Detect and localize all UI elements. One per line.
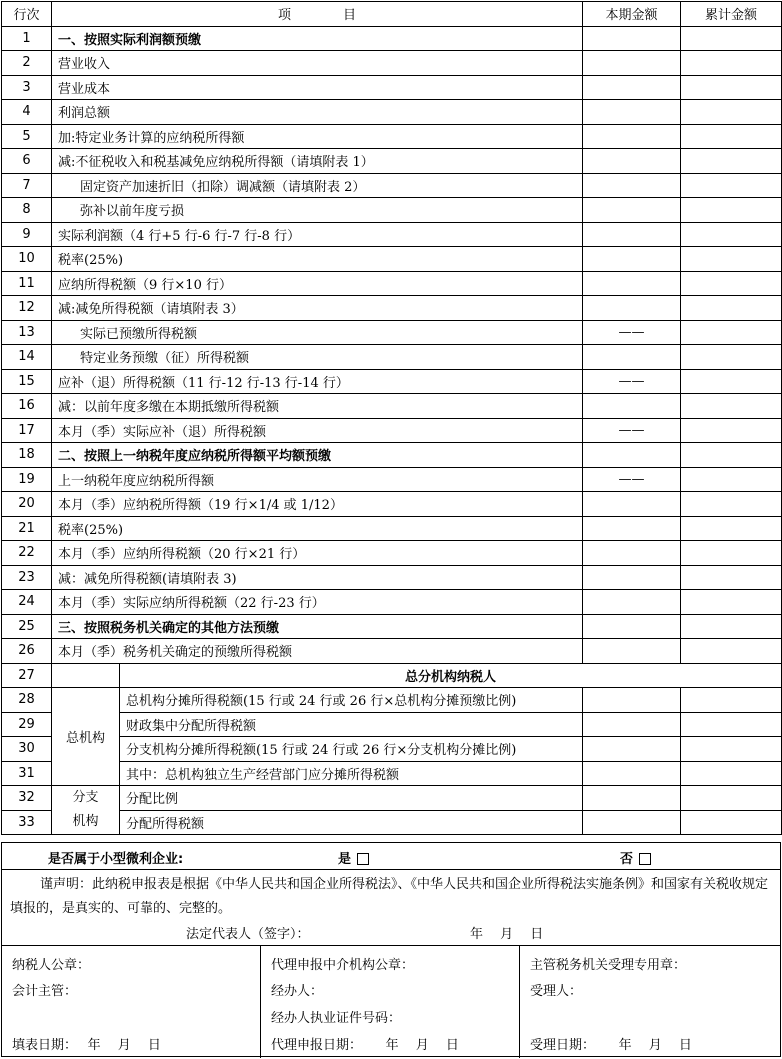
no-label: 否 [620,852,634,867]
current-amount-cell[interactable] [583,761,681,786]
current-amount-cell[interactable]: —— [583,467,681,492]
accountant-label: 会计主管： [12,984,78,999]
item-label: 减：以前年度多缴在本期抵缴所得税额 [52,394,583,419]
tax-office-column [520,946,780,1058]
item-label: 本月（季）实际应纳所得税额（22 行-23 行） [52,590,583,615]
current-amount-cell[interactable] [583,712,681,737]
item-label: 利润总额 [52,100,583,125]
row-number: 9 [2,222,52,247]
row-number: 28 [2,688,52,713]
cumulative-amount-cell[interactable] [681,516,782,541]
row-number: 30 [2,737,52,762]
handler-cert-label: 经办人执业证件号码： [271,1011,402,1026]
table-row [2,394,782,419]
seal-section [2,945,780,1058]
current-amount-cell[interactable] [583,173,681,198]
taxpayer-column [2,946,261,1058]
row-number: 32 [2,786,52,811]
legal-rep-date: 年 月 日 [470,927,544,942]
cumulative-amount-cell[interactable] [681,198,782,223]
cumulative-amount-cell[interactable] [681,712,782,737]
current-amount-cell[interactable]: —— [583,418,681,443]
current-amount-cell[interactable] [583,590,681,615]
header-cumulative-amount: 累计金额 [681,2,782,27]
cumulative-amount-cell[interactable] [681,296,782,321]
small-business-question [2,843,780,870]
item-label: 总机构分摊所得税额(15 行或 24 行或 26 行×总机构分摊预缴比例) [120,688,583,713]
cumulative-amount-cell[interactable] [681,149,782,174]
current-amount-cell[interactable] [583,639,681,664]
row-number: 19 [2,467,52,492]
table-row [2,418,782,443]
row-number: 18 [2,443,52,468]
row-number: 13 [2,320,52,345]
item-label: 本月（季）税务机关确定的预缴所得税额 [52,639,583,664]
row-number: 20 [2,492,52,517]
table-row [2,663,782,688]
cumulative-amount-cell[interactable] [681,26,782,51]
current-amount-cell[interactable] [583,100,681,125]
row-number: 17 [2,418,52,443]
current-amount-cell[interactable] [583,124,681,149]
section-title: 总分机构纳税人 [120,663,782,688]
current-amount-cell[interactable] [583,516,681,541]
row-number: 8 [2,198,52,223]
row-number: 15 [2,369,52,394]
item-label: 本月（季）实际应补（退）所得税额 [52,418,583,443]
cumulative-amount-cell[interactable] [681,369,782,394]
legal-rep-label: 法定代表人（签字）： [186,927,310,942]
current-amount-cell[interactable] [583,565,681,590]
row-number: 23 [2,565,52,590]
cumulative-amount-cell[interactable] [681,565,782,590]
form-footer [1,842,781,1057]
row-number: 22 [2,541,52,566]
current-amount-cell[interactable] [583,198,681,223]
current-amount-cell[interactable] [583,492,681,517]
fill-date-label: 填表日期： 年 月 日 [12,1038,161,1053]
table-row [2,345,782,370]
group-head-office: 总机构 [52,688,120,786]
table-row [2,271,782,296]
row-number: 12 [2,296,52,321]
item-label: 加:特定业务计算的应纳税所得额 [52,124,583,149]
cumulative-amount-cell[interactable] [681,639,782,664]
current-amount-cell[interactable] [583,688,681,713]
item-label: 本月（季）应纳税所得额（19 行×1/4 或 1/12） [52,492,583,517]
current-amount-cell[interactable]: —— [583,320,681,345]
row-number: 33 [2,810,52,835]
row-number: 25 [2,614,52,639]
agent-seal-label: 代理申报中介机构公章： [271,958,415,973]
current-amount-cell[interactable] [583,222,681,247]
current-amount-cell[interactable] [583,737,681,762]
table-row [2,590,782,615]
table-row [2,100,782,125]
item-label: 应纳所得税额（9 行×10 行） [52,271,583,296]
row-number: 31 [2,761,52,786]
row-number: 3 [2,75,52,100]
row-number: 29 [2,712,52,737]
table-row [2,614,782,639]
current-amount-cell[interactable] [583,75,681,100]
tax-table [1,1,782,835]
header-item: 项 目 [52,2,583,27]
item-label: 应补（退）所得税额（11 行-12 行-13 行-14 行） [52,369,583,394]
cumulative-amount-cell[interactable] [681,124,782,149]
header-row-no: 行次 [2,2,52,27]
small-biz-label: 是否属于小型微利企业: [48,852,184,867]
row-number: 10 [2,247,52,272]
tax-return-form [1,1,781,1057]
item-label: 税率(25%) [52,247,583,272]
row-number: 16 [2,394,52,419]
cumulative-amount-cell[interactable] [681,320,782,345]
table-row [2,443,782,468]
group-branch [52,786,120,835]
small-biz-no[interactable] [620,848,633,867]
cumulative-amount-cell[interactable] [681,541,782,566]
item-label: 一、按照实际利润额预缴 [52,26,583,51]
row-number: 21 [2,516,52,541]
cumulative-amount-cell[interactable] [681,737,782,762]
cumulative-amount-cell[interactable] [681,271,782,296]
row-spacer [52,663,120,688]
cumulative-amount-cell[interactable] [681,590,782,615]
cumulative-amount-cell[interactable] [681,173,782,198]
item-label: 二、按照上一纳税年度应纳税所得额平均额预缴 [52,443,583,468]
current-amount-cell[interactable] [583,614,681,639]
receiver-label: 受理人： [530,984,583,999]
small-biz-yes[interactable] [338,848,351,867]
item-label: 三、按照税务机关确定的其他方法预缴 [52,614,583,639]
declaration-text: 谨声明：此纳税申报表是根据《中华人民共和国企业所得税法》、《中华人民共和国企业所得税法实施条例》和国家有关税收规定填报的，是真实的、可靠的、完整的。 [10,877,769,916]
item-label: 实际已预缴所得税额 [52,320,583,345]
receive-date-label: 受理日期： 年 月 日 [530,1038,692,1053]
row-number: 24 [2,590,52,615]
current-amount-cell[interactable] [583,26,681,51]
cumulative-amount-cell[interactable] [681,100,782,125]
cumulative-amount-cell[interactable] [681,51,782,76]
row-number: 4 [2,100,52,125]
cumulative-amount-cell[interactable] [681,614,782,639]
table-row [2,565,782,590]
cumulative-amount-cell[interactable] [681,394,782,419]
cumulative-amount-cell[interactable] [681,492,782,517]
current-amount-cell[interactable] [583,394,681,419]
table-row [2,369,782,394]
yes-label: 是 [338,852,352,867]
row-number: 1 [2,26,52,51]
table-row [2,296,782,321]
item-label: 其中：总机构独立生产经营部门应分摊所得税额 [120,761,583,786]
handler-label: 经办人： [271,984,324,999]
branch-line2: 机构 [72,814,99,829]
item-label: 营业成本 [52,75,583,100]
tax-office-seal-label: 主管税务机关受理专用章： [530,958,687,973]
table-row [2,222,782,247]
current-amount-cell[interactable] [583,541,681,566]
cumulative-amount-cell[interactable] [681,786,782,811]
no-checkbox[interactable] [639,853,651,865]
current-amount-cell[interactable] [583,271,681,296]
row-number: 26 [2,639,52,664]
cumulative-amount-cell[interactable] [681,443,782,468]
item-label: 税率(25%) [52,516,583,541]
table-row [2,688,782,713]
table-row [2,51,782,76]
item-label: 本月（季）应纳所得税额（20 行×21 行） [52,541,583,566]
branch-line1: 分支 [72,790,99,805]
table-row [2,320,782,345]
cumulative-amount-cell[interactable] [681,688,782,713]
item-label: 分配比例 [120,786,583,811]
cumulative-amount-cell[interactable] [681,345,782,370]
current-amount-cell[interactable] [583,296,681,321]
item-label: 减:减免所得税额（请填附表 3） [52,296,583,321]
table-row [2,75,782,100]
table-row [2,247,782,272]
table-row [2,149,782,174]
taxpayer-seal-label: 纳税人公章： [12,958,91,973]
cumulative-amount-cell[interactable] [681,75,782,100]
table-row [2,516,782,541]
row-number: 14 [2,345,52,370]
row-number: 5 [2,124,52,149]
table-row [2,541,782,566]
item-label: 营业收入 [52,51,583,76]
table-row [2,124,782,149]
current-amount-cell[interactable] [583,786,681,811]
cumulative-amount-cell[interactable] [681,810,782,835]
table-row [2,492,782,517]
row-number: 27 [2,663,52,688]
item-label: 固定资产加速折旧（扣除）调减额（请填附表 2） [52,173,583,198]
table-header-row [2,2,782,27]
agent-date-label: 代理申报日期： 年 月 日 [271,1038,459,1053]
current-amount-cell[interactable] [583,810,681,835]
item-label: 分配所得税额 [120,810,583,835]
item-label: 分支机构分摊所得税额(15 行或 24 行或 26 行×分支机构分摊比例) [120,737,583,762]
row-number: 6 [2,149,52,174]
header-current-amount: 本期金额 [583,2,681,27]
row-number: 2 [2,51,52,76]
current-amount-cell[interactable]: —— [583,369,681,394]
table-row [2,786,782,811]
item-label: 上一纳税年度应纳税所得额 [52,467,583,492]
item-label: 减：减免所得税额(请填附表 3) [52,565,583,590]
cumulative-amount-cell[interactable] [681,247,782,272]
cumulative-amount-cell[interactable] [681,418,782,443]
current-amount-cell[interactable] [583,51,681,76]
item-label: 特定业务预缴（征）所得税额 [52,345,583,370]
current-amount-cell[interactable] [583,345,681,370]
cumulative-amount-cell[interactable] [681,222,782,247]
table-row [2,467,782,492]
current-amount-cell[interactable] [583,149,681,174]
item-label: 实际利润额（4 行+5 行-6 行-7 行-8 行） [52,222,583,247]
cumulative-amount-cell[interactable] [681,761,782,786]
cumulative-amount-cell[interactable] [681,467,782,492]
row-number: 7 [2,173,52,198]
table-row [2,173,782,198]
table-row [2,639,782,664]
item-label: 减:不征税收入和税基减免应纳税所得额（请填附表 1） [52,149,583,174]
current-amount-cell[interactable] [583,443,681,468]
row-number: 11 [2,271,52,296]
item-label: 财政集中分配所得税额 [120,712,583,737]
current-amount-cell[interactable] [583,247,681,272]
yes-checkbox[interactable] [357,853,369,865]
agent-column [261,946,520,1058]
item-label: 弥补以前年度亏损 [52,198,583,223]
table-row [2,198,782,223]
table-row [2,26,782,51]
